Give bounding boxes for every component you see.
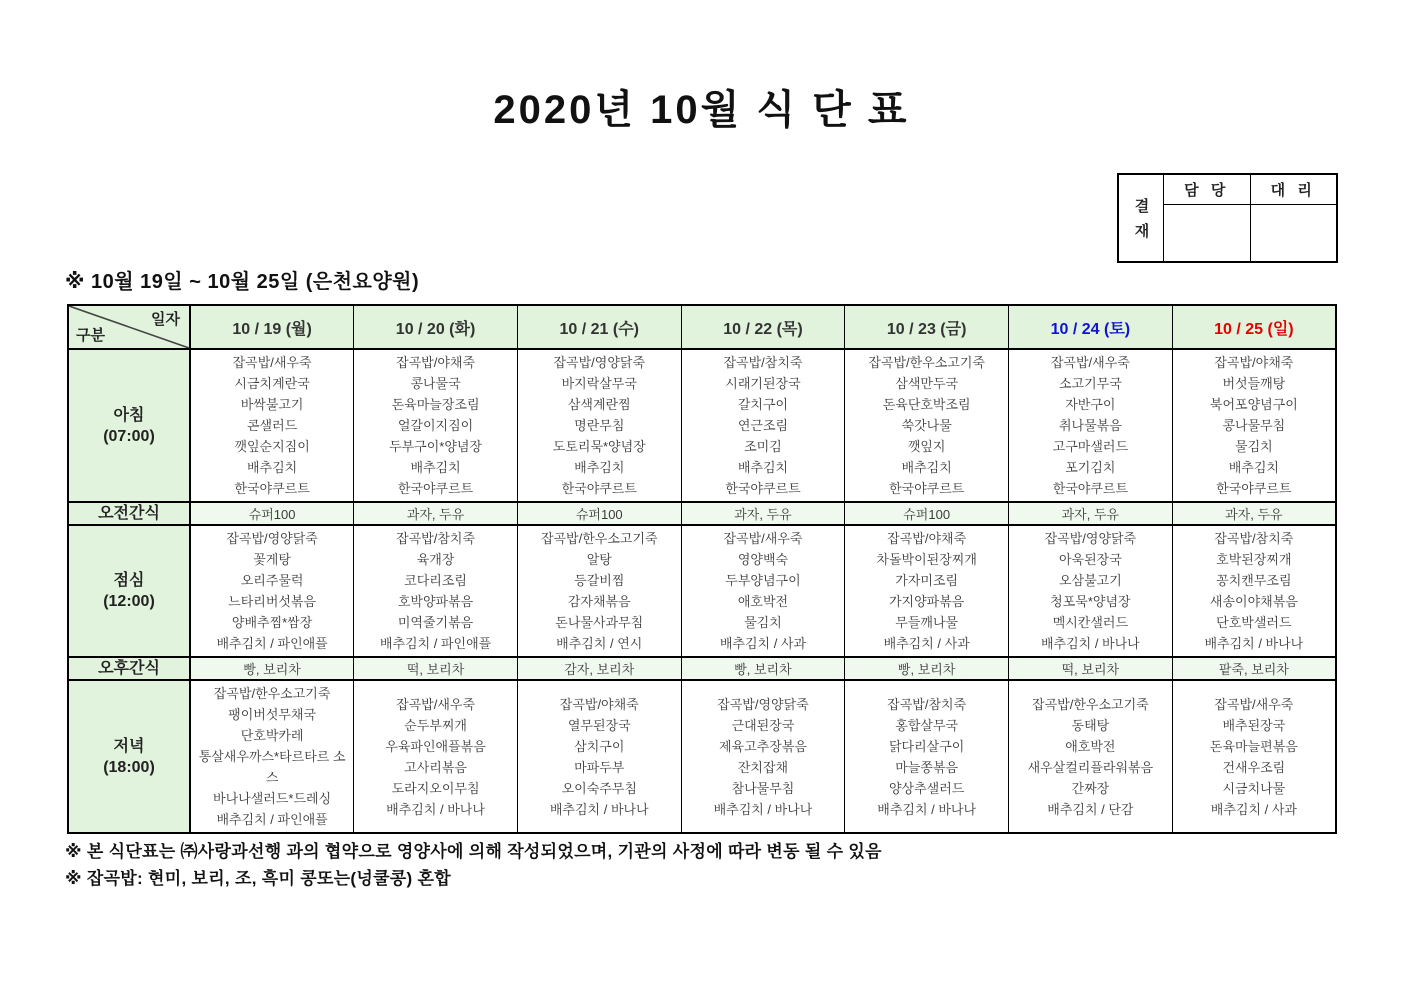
snack-cell: 감자, 보리차 [517, 657, 681, 680]
menu-item: 깻잎순지짐이 [234, 439, 310, 454]
menu-item: 배추된장국 [1222, 717, 1286, 733]
menu-item: 새송이야채볶음 [1209, 594, 1298, 609]
menu-item: 잡곡밥/한우소고기죽 [213, 686, 331, 701]
menu-item: 배추김치 [574, 460, 625, 475]
menu-item: 콘샐러드 [246, 418, 298, 433]
menu-item: 잡곡밥/야채죽 [1214, 355, 1294, 370]
menu-item: 돈육마늘편볶음 [1209, 738, 1298, 754]
menu-cell [1172, 525, 1336, 657]
menu-item: 호박양파볶음 [397, 594, 474, 609]
snack-cell: 떡, 보리차 [354, 657, 518, 680]
menu-item: 잡곡밥/참치죽 [887, 696, 967, 712]
menu-item: 한국야쿠르트 [561, 481, 637, 496]
menu-item: 잡곡밥/새우죽 [723, 531, 803, 546]
menu-item: 간짜장 [1071, 780, 1110, 796]
menu-cell [681, 525, 845, 657]
menu-item: 잡곡밥/새우죽 [1050, 355, 1130, 370]
menu-item: 양배추찜*쌈장 [231, 615, 313, 630]
approval-sign-manager [1164, 205, 1250, 261]
menu-item: 시금치계란국 [234, 376, 310, 391]
snack-cell: 과자, 두유 [681, 502, 845, 525]
menu-item: 포기김치 [1065, 460, 1116, 475]
snack-cell: 슈퍼100 [190, 502, 354, 525]
menu-item: 배추김치 [901, 460, 952, 475]
menu-item: 닭다리살구이 [888, 738, 965, 754]
menu-item: 등갈비찜 [574, 573, 625, 588]
menu-cell [1009, 525, 1173, 657]
menu-item: 청포묵*양념장 [1050, 594, 1131, 609]
day-header-5: 10 / 23 (금) [845, 305, 1009, 349]
corner-cell [68, 305, 190, 349]
menu-cell [681, 349, 845, 502]
menu-item: 차돌박이된장찌개 [876, 552, 977, 567]
menu-cell [354, 525, 518, 657]
menu-item: 열무된장국 [567, 717, 631, 733]
menu-item: 두부양념구이 [725, 573, 801, 588]
menu-cell [1009, 680, 1173, 833]
approval-stamp-label: 결재 [1119, 175, 1164, 261]
menu-item: 도토리묵*양념장 [552, 439, 646, 454]
menu-item: 한국야쿠르트 [725, 481, 801, 496]
approval-header-deputy: 대 리 [1250, 175, 1337, 204]
menu-item: 오리주물럭 [240, 573, 304, 588]
menu-item: 배추김치 / 바나나 [1204, 636, 1304, 651]
menu-cell [845, 680, 1009, 833]
row-label-아침: 아침 (07:00) [68, 349, 190, 502]
menu-item: 근대된장국 [731, 717, 795, 733]
menu-item: 마파두부 [574, 759, 625, 775]
menu-item: 새우살컬리플라워볶음 [1027, 759, 1154, 775]
approval-sign-deputy [1250, 205, 1337, 261]
menu-item: 동태탕 [1071, 717, 1110, 733]
menu-item: 얼갈이지짐이 [397, 418, 474, 433]
menu-item: 잡곡밥/야채죽 [396, 355, 476, 370]
menu-item: 도라지오이무침 [391, 780, 480, 796]
menu-item: 팽이버섯무채국 [228, 707, 317, 722]
menu-item: 잡곡밥/한우소고기죽 [540, 531, 658, 546]
menu-item: 한국야쿠르트 [1216, 481, 1292, 496]
day-header-row [68, 305, 1336, 349]
menu-item: 미역줄기볶음 [397, 615, 474, 630]
menu-item: 한국야쿠르트 [1052, 481, 1129, 496]
menu-item: 마늘쫑볶음 [895, 759, 959, 775]
menu-item: 삼색계란찜 [567, 397, 631, 412]
menu-item: 오삼불고기 [1058, 573, 1122, 588]
menu-item: 단호박카레 [240, 728, 304, 743]
snack-cell: 과자, 두유 [1172, 502, 1336, 525]
menu-item: 시금치나물 [1222, 780, 1286, 796]
day-header-1: 10 / 19 (월) [190, 305, 354, 349]
menu-item: 가지양파볶음 [888, 594, 965, 609]
menu-item: 조미김 [744, 439, 782, 454]
menu-item: 잡곡밥/영양닭죽 [717, 696, 809, 712]
snack-cell: 과자, 두유 [354, 502, 518, 525]
menu-item: 바지락살무국 [561, 376, 637, 391]
menu-cell [190, 525, 354, 657]
menu-item: 잡곡밥/새우죽 [232, 355, 312, 370]
menu-item: 두부구이*양념장 [389, 439, 483, 454]
menu-item: 배추김치 [246, 460, 298, 475]
menu-cell [354, 349, 518, 502]
menu-item: 콩나물무침 [1222, 418, 1286, 433]
menu-item: 배추김치 / 파인애플 [216, 636, 328, 651]
snack-cell: 빵, 보리차 [190, 657, 354, 680]
menu-item: 잔치잡채 [737, 759, 789, 775]
menu-item: 버섯들깨탕 [1222, 376, 1286, 391]
menu-item: 배추김치 / 사과 [1210, 801, 1297, 817]
menu-item: 물김치 [1235, 439, 1273, 454]
menu-cell [1172, 349, 1336, 502]
snack-cell: 떡, 보리차 [1009, 657, 1173, 680]
menu-item: 명란무침 [574, 418, 625, 433]
menu-cell [1172, 680, 1336, 833]
approval-table [1117, 173, 1338, 263]
snack-cell: 슈퍼100 [845, 502, 1009, 525]
menu-cell [190, 680, 354, 833]
menu-item: 배추김치 / 파인애플 [216, 812, 328, 827]
menu-item: 양상추샐러드 [888, 780, 965, 796]
menu-item: 제육고추장볶음 [719, 738, 807, 754]
menu-item: 코다리조림 [404, 573, 467, 588]
menu-item: 잡곡밥/새우죽 [396, 696, 476, 712]
menu-item: 물김치 [744, 615, 782, 630]
menu-item: 배추김치 / 연시 [556, 636, 643, 651]
menu-item: 고구마샐러드 [1052, 439, 1129, 454]
menu-item: 잡곡밥/영양닭죽 [553, 355, 646, 370]
menu-item: 잡곡밥/영양닭죽 [226, 531, 318, 546]
menu-item: 삼색만두국 [895, 376, 959, 391]
row-label-점심: 점심 (12:00) [68, 525, 190, 657]
menu-item: 배추김치 / 바나나 [1040, 636, 1140, 651]
row-label-오전간식: 오전간식 [68, 502, 190, 525]
menu-item: 배추김치 / 바나나 [877, 801, 977, 817]
menu-item: 바싹불고기 [240, 397, 304, 412]
snack-cell: 빵, 보리차 [681, 657, 845, 680]
menu-item: 건새우조림 [1222, 759, 1286, 775]
menu-item: 꽁치캔무조림 [1216, 573, 1292, 588]
menu-item: 쑥갓나물 [901, 418, 952, 433]
menu-item: 북어포양념구이 [1209, 397, 1298, 412]
menu-item: 배추김치 [410, 460, 461, 475]
menu-item: 멕시칸샐러드 [1052, 615, 1129, 630]
menu-item: 잡곡밥/영양닭죽 [1044, 531, 1137, 546]
menu-item: 소고기무국 [1058, 376, 1122, 391]
row-오전간식 [68, 502, 1336, 525]
menu-item: 한국야쿠르트 [888, 481, 965, 496]
menu-item: 삼치구이 [574, 738, 625, 754]
snack-cell: 빵, 보리차 [845, 657, 1009, 680]
menu-item: 배추김치 / 파인애플 [379, 636, 492, 651]
day-header-7: 10 / 25 (일) [1172, 305, 1336, 349]
menu-item: 배추김치 [1228, 460, 1279, 475]
row-저녁 [68, 680, 1336, 833]
menu-item: 잡곡밥/야채죽 [559, 696, 639, 712]
menu-item: 영양백숙 [737, 552, 789, 567]
menu-item: 잡곡밥/참치죽 [723, 355, 803, 370]
row-아침 [68, 349, 1336, 502]
menu-item: 배추김치 [737, 460, 789, 475]
menu-item: 호박된장찌개 [1216, 552, 1292, 567]
menu-item: 잡곡밥/참치죽 [1214, 531, 1294, 546]
menu-item: 느타리버섯볶음 [228, 594, 317, 609]
menu-item: 애호박전 [1065, 738, 1116, 754]
menu-item: 애호박전 [737, 594, 789, 609]
snack-cell: 슈퍼100 [517, 502, 681, 525]
footer-note-1: ※ 본 식단표는 ㈜사랑과선행 과의 협약으로 영양사에 의해 작성되었으며, 기관의 사정에 따라 변동 될 수 있음 [65, 842, 882, 861]
menu-cell [517, 525, 681, 657]
menu-item: 통살새우까스*타르타르 소스 [198, 749, 346, 785]
menu-item: 알탕 [586, 552, 612, 567]
snack-cell: 팥죽, 보리차 [1172, 657, 1336, 680]
menu-table-body [68, 349, 1336, 833]
corner-label-category: 구분 [76, 327, 105, 344]
menu-item: 고사리볶음 [404, 759, 467, 775]
row-label-저녁: 저녁 (18:00) [68, 680, 190, 833]
menu-item: 배추김치 / 바나나 [713, 801, 813, 817]
menu-cell [845, 349, 1009, 502]
row-점심 [68, 525, 1336, 657]
menu-item: 가자미조림 [895, 573, 959, 588]
menu-item: 오이숙주무침 [561, 780, 637, 796]
menu-item: 잡곡밥/야채죽 [887, 531, 967, 546]
menu-item: 배추김치 / 단감 [1047, 801, 1134, 817]
menu-item: 바나나샐러드*드레싱 [213, 791, 332, 806]
menu-cell [517, 349, 681, 502]
menu-cell [1009, 349, 1173, 502]
menu-item: 돈육단호박조림 [882, 397, 971, 412]
menu-item: 잡곡밥/참치죽 [396, 531, 476, 546]
menu-cell [845, 525, 1009, 657]
menu-item: 단호박샐러드 [1216, 615, 1292, 630]
menu-item: 우육파인애플볶음 [385, 738, 486, 754]
menu-item: 잡곡밥/새우죽 [1214, 696, 1294, 712]
menu-cell [681, 680, 845, 833]
menu-item: 한국야쿠르트 [234, 481, 310, 496]
footer-notes [65, 838, 882, 892]
menu-item: 육개장 [416, 552, 455, 567]
menu-item: 콩나물국 [410, 376, 461, 391]
menu-item: 꽃게탕 [253, 552, 291, 567]
page-title: 2020년 10월 식 단 표 [493, 88, 910, 132]
menu-item: 배추김치 / 바나나 [549, 801, 649, 817]
menu-item: 연근조림 [737, 418, 789, 433]
menu-item: 배추김치 / 바나나 [386, 801, 485, 817]
menu-item: 참나물무침 [731, 780, 795, 796]
menu-item: 돈육마늘장조림 [391, 397, 480, 412]
menu-item: 자반구이 [1065, 397, 1116, 412]
menu-item: 감자채볶음 [567, 594, 631, 609]
day-header-4: 10 / 22 (목) [681, 305, 845, 349]
approval-header-manager: 담 당 [1184, 182, 1230, 199]
row-오후간식 [68, 657, 1336, 680]
snack-cell: 과자, 두유 [1009, 502, 1173, 525]
menu-item: 순두부찌개 [404, 717, 467, 733]
menu-item: 갈치구이 [737, 397, 789, 412]
corner-label-date: 일자 [151, 311, 180, 328]
menu-item: 깻잎지 [907, 439, 946, 454]
menu-table [67, 304, 1337, 834]
menu-item: 홍합살무국 [895, 717, 959, 733]
row-label-오후간식: 오후간식 [68, 657, 190, 680]
menu-item: 돈나물사과무침 [555, 615, 644, 630]
menu-item: 잡곡밥/한우소고기죽 [1032, 696, 1149, 712]
menu-item: 배추김치 / 사과 [883, 636, 970, 651]
menu-item: 아욱된장국 [1058, 552, 1122, 567]
menu-item: 배추김치 / 사과 [719, 636, 807, 651]
menu-item: 취나물볶음 [1058, 418, 1122, 433]
menu-item: 한국야쿠르트 [397, 481, 474, 496]
footer-note-2: ※ 잡곡밥: 현미, 보리, 조, 흑미 콩또는(넝쿨콩) 혼합 [65, 869, 451, 888]
day-header-2: 10 / 20 (화) [354, 305, 518, 349]
week-range-subtitle: ※ 10월 19일 ~ 10월 25일 (은천요양원) [65, 271, 420, 293]
menu-item: 잡곡밥/한우소고기죽 [868, 355, 985, 370]
day-header-6: 10 / 24 (토) [1009, 305, 1173, 349]
day-header-3: 10 / 21 (수) [517, 305, 681, 349]
menu-cell [354, 680, 518, 833]
menu-cell [190, 349, 354, 502]
menu-item: 무들깨나물 [895, 615, 959, 630]
menu-item: 시래기된장국 [725, 376, 801, 391]
menu-cell [517, 680, 681, 833]
